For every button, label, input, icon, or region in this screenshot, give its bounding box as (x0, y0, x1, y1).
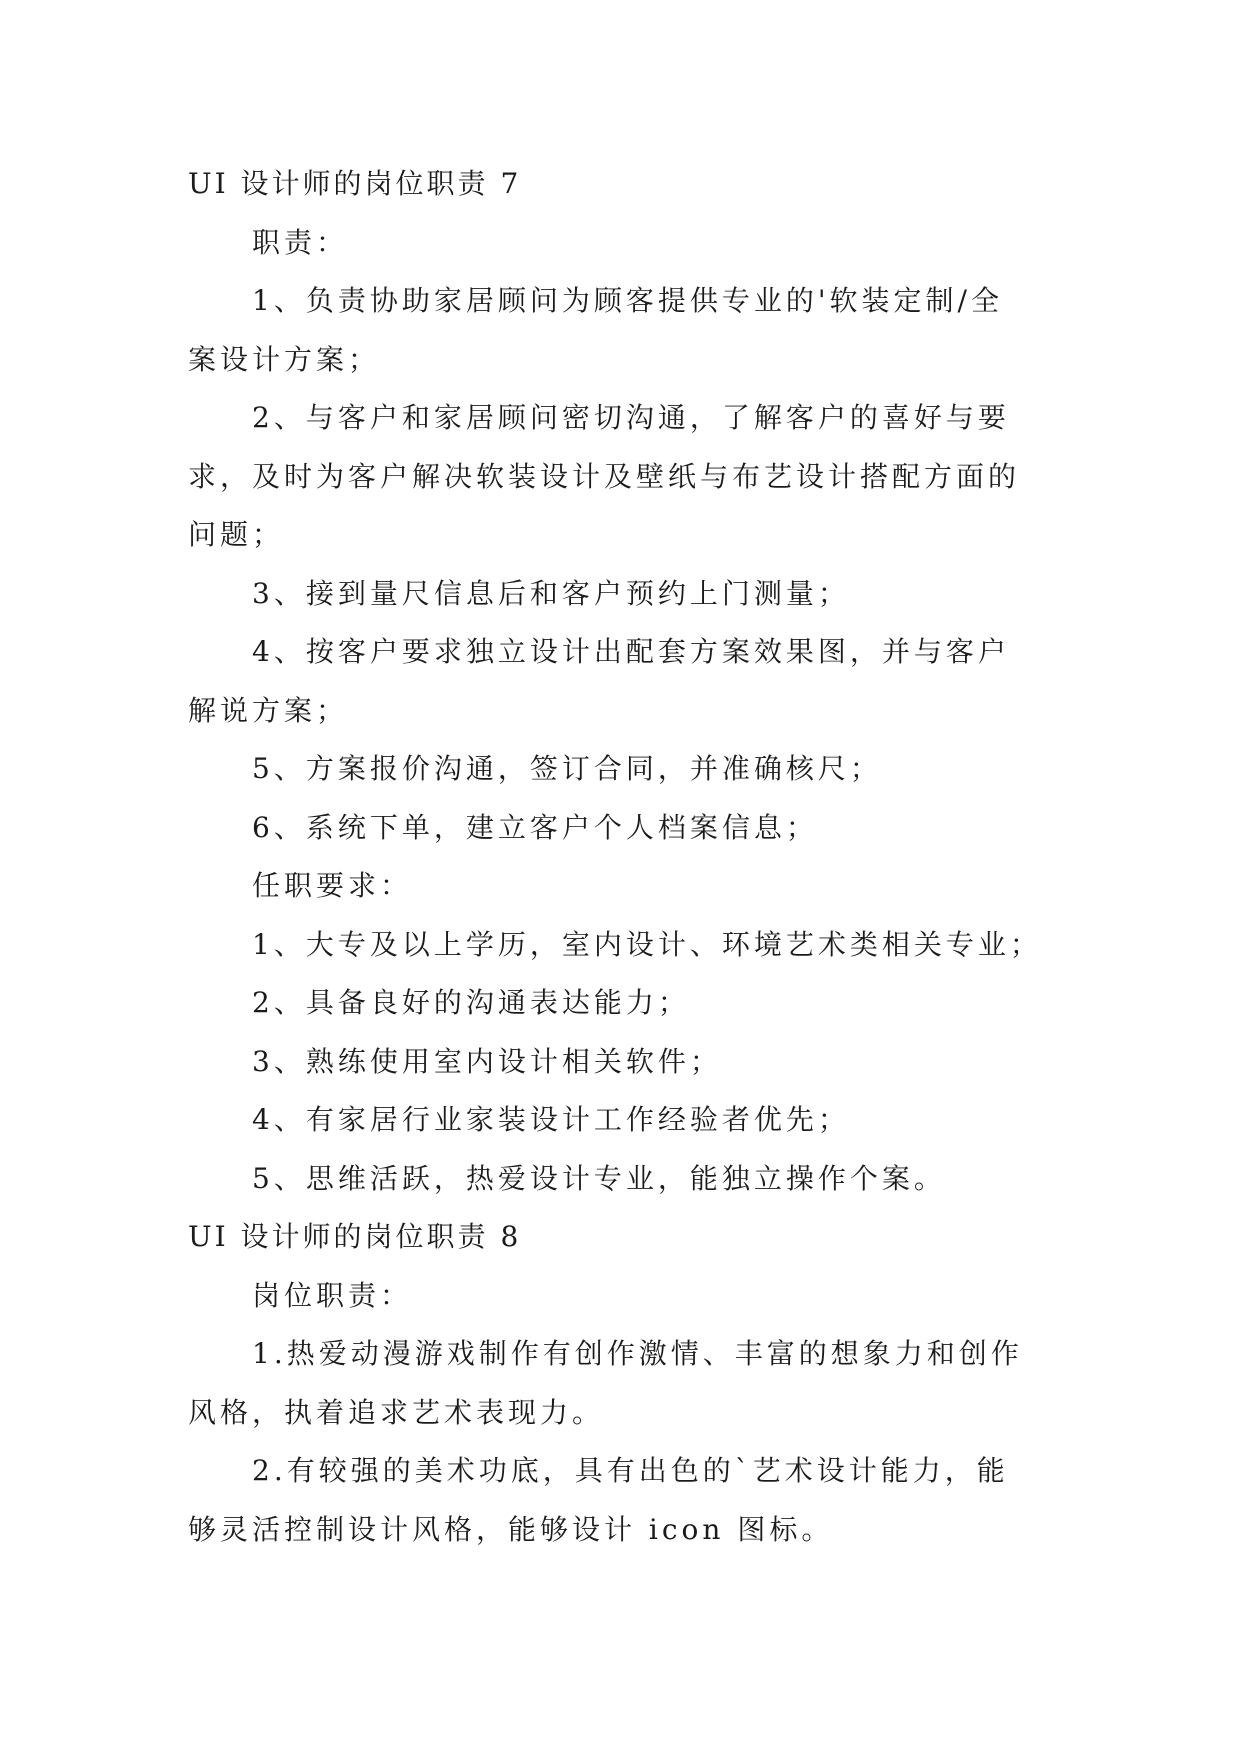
paragraph-line: 案设计方案； (188, 342, 381, 376)
paragraph-line: 解说方案； (188, 693, 349, 727)
document-body (188, 155, 1088, 1559)
paragraph-line: 1、大专及以上学历，室内设计、环境艺术类相关专业； (252, 927, 1042, 961)
paragraph-line: 3、熟练使用室内设计相关软件； (252, 1044, 722, 1078)
paragraph-line: 3、接到量尺信息后和客户预约上门测量； (252, 576, 850, 610)
paragraph-line: 2、与客户和家居顾问密切沟通，了解客户的喜好与要 (252, 401, 1010, 434)
subheading-job-duties: 岗位职责： (252, 1278, 413, 1312)
paragraph-line: 问题； (188, 518, 285, 551)
paragraph-line: 5、思维活跃，热爱设计专业，能独立操作个案。 (252, 1161, 946, 1195)
paragraph-line: 2.有较强的美术功底，具有出色的`艺术设计能力，能 (252, 1454, 1009, 1487)
subheading-requirements: 任职要求： (252, 869, 413, 902)
paragraph-line: 1.热爱动漫游戏制作有创作激情、丰富的想象力和创作 (252, 1337, 1023, 1370)
paragraph-line: 5、方案报价沟通，签订合同，并准确核尺； (252, 752, 882, 785)
paragraph-line: 6、系统下单，建立客户个人档案信息； (252, 810, 818, 844)
paragraph-line: 2、具备良好的沟通表达能力； (252, 986, 690, 1019)
paragraph-line: 风格，执着追求艺术表现力。 (188, 1395, 605, 1429)
paragraph-line: 求，及时为客户解决软装设计及壁纸与布艺设计搭配方面的 (188, 459, 1021, 493)
subheading-duties: 职责： (252, 225, 349, 259)
paragraph-line: 4、按客户要求独立设计出配套方案效果图，并与客户 (252, 635, 1010, 668)
section-heading-7: UI 设计师的岗位职责 7 (188, 167, 522, 200)
paragraph-line: 4、有家居行业家装设计工作经验者优先； (252, 1103, 850, 1136)
paragraph-line: 够灵活控制设计风格，能够设计 icon 图标。 (188, 1512, 834, 1546)
paragraph-line: 1、负责协助家居顾问为顾客提供专业的'软装定制/全 (252, 284, 1003, 317)
section-heading-8: UI 设计师的岗位职责 8 (188, 1220, 522, 1253)
